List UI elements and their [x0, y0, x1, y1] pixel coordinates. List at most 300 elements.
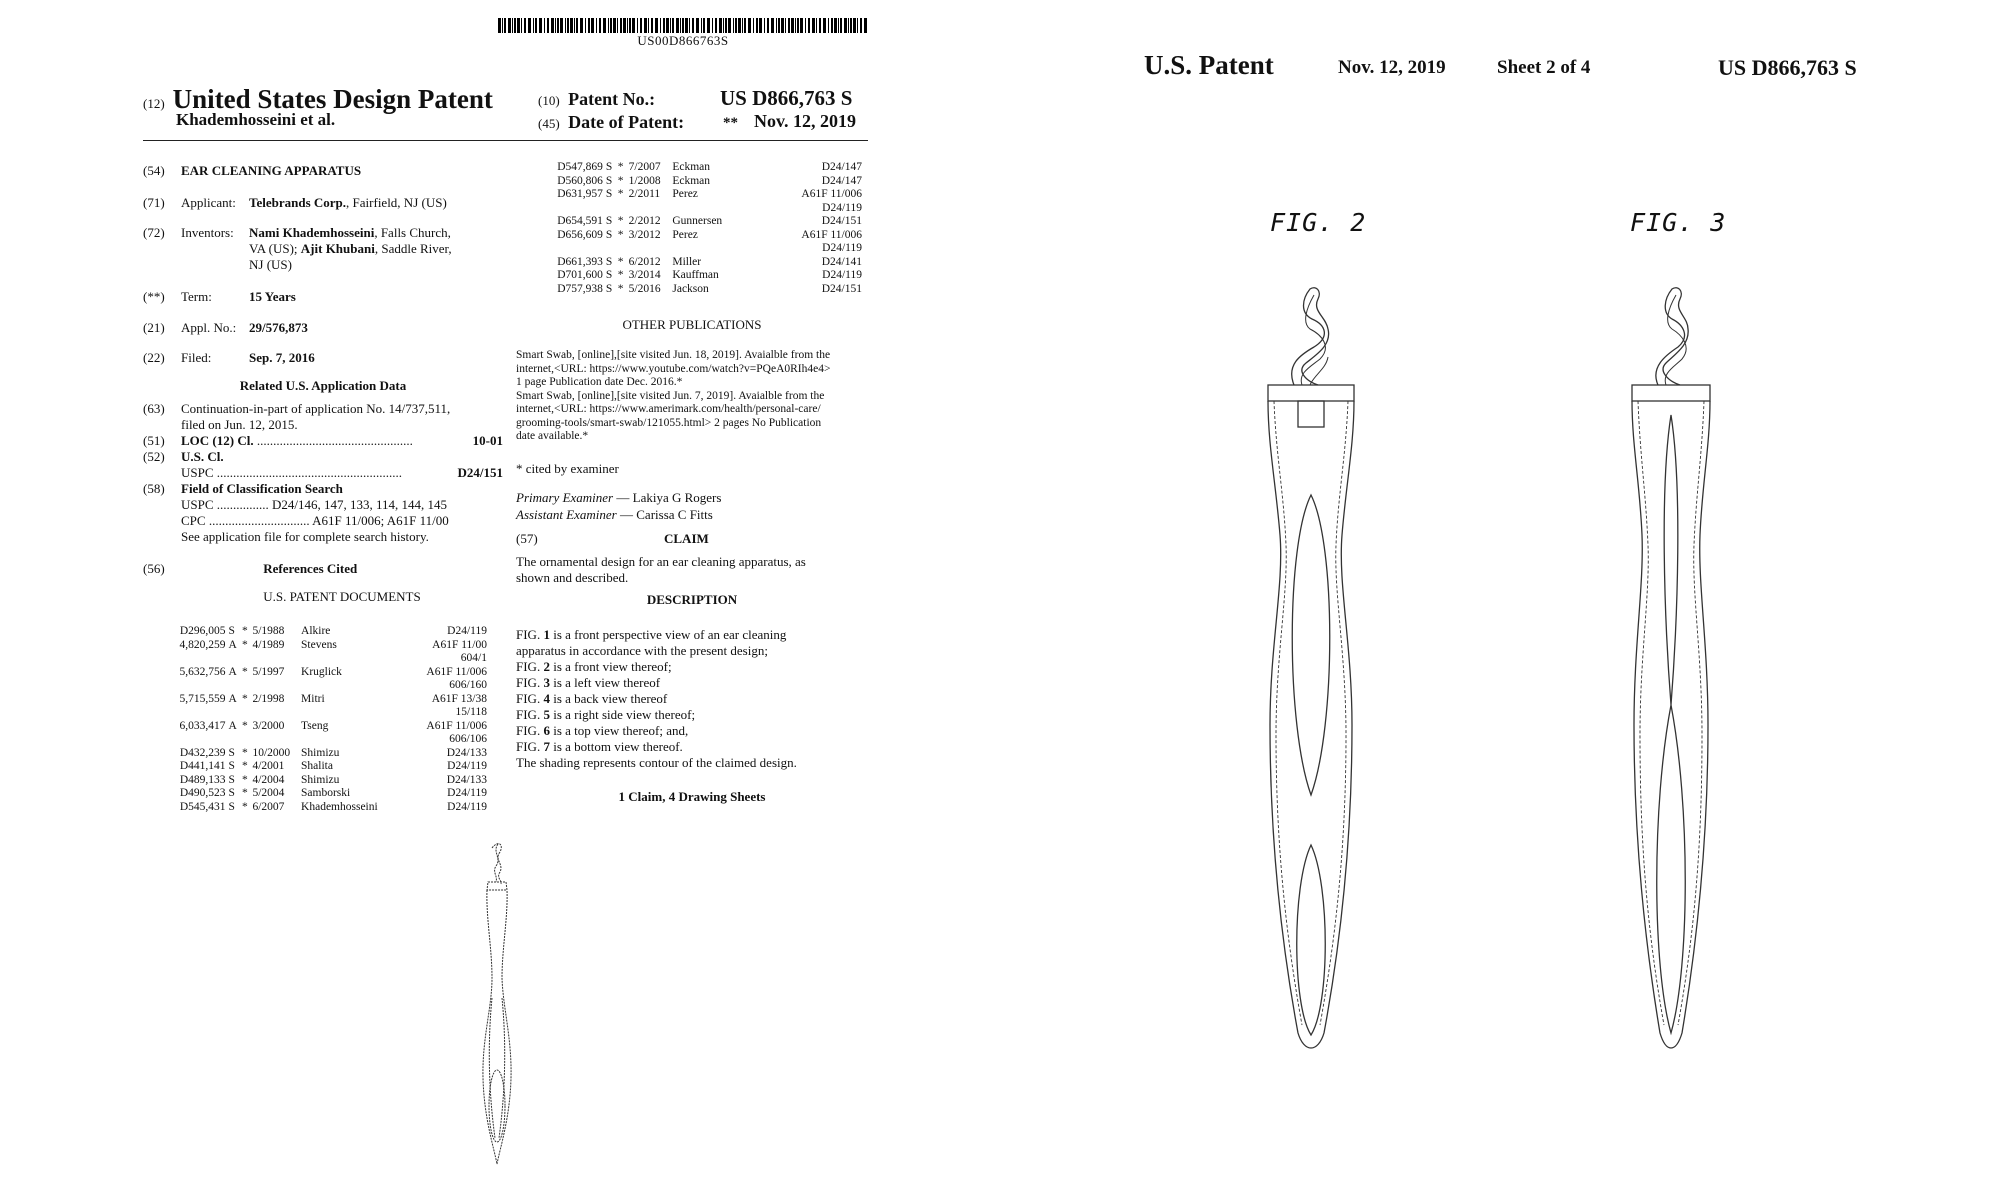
ref-number: D701,600: [557, 269, 603, 281]
barcode-bar: [828, 18, 829, 33]
other-publication-line: Smart Swab, [online],[site visited Jun. 7, 2019]. Avaialble from the: [516, 389, 825, 402]
field-cpc: CPC ............................... A61F 11/006; A61F 11/00: [181, 513, 449, 528]
ref-date: 3/2014: [628, 269, 661, 281]
ref-number: [545, 202, 606, 216]
uspc-value: D24/151: [457, 465, 503, 480]
primary-examiner: [516, 490, 868, 507]
ref-number: [170, 706, 229, 720]
barcode-bar: [502, 18, 503, 33]
bib-code: (63): [143, 401, 165, 416]
barcode-bar: [823, 18, 826, 33]
reference-row: [545, 202, 865, 216]
ref-number: [170, 733, 229, 747]
description-text: FIG.: [516, 675, 544, 690]
barcode-bar: [696, 18, 699, 33]
reference-row: [170, 679, 490, 693]
ref-cited-mark: *: [242, 665, 248, 678]
uspc-row: [143, 465, 503, 481]
reference-row: [170, 787, 490, 801]
reference-row: [170, 733, 490, 747]
barcode-bar: [748, 18, 751, 33]
appl-number: 29/576,873: [249, 320, 308, 335]
barcode-bar: [808, 18, 810, 33]
description-text: FIG.: [516, 627, 544, 642]
ref-class: D24/147: [821, 174, 862, 187]
description-text: is a top view thereof; and,: [549, 723, 689, 738]
reference-row: [545, 283, 865, 297]
barcode-bar: [533, 18, 534, 33]
figure-number: 2: [543, 659, 550, 674]
ref-number: 5,632,756: [179, 665, 226, 678]
reference-row: [170, 639, 490, 653]
reference-row: [545, 256, 865, 270]
barcode-bar: [663, 18, 665, 33]
barcode-bar: [610, 18, 612, 33]
bib-applicant-row: [143, 195, 503, 225]
ref-date: 5/1988: [252, 625, 285, 637]
barcode-bar: [831, 18, 833, 33]
ref-cited-mark: *: [242, 719, 248, 732]
barcode-bar: [544, 18, 545, 33]
barcode-bar: [588, 18, 590, 33]
barcode-bar: [512, 18, 513, 33]
ref-number: D654,591: [557, 215, 603, 227]
ref-class: D24/119: [447, 625, 487, 637]
ref-class: A61F 11/006: [801, 188, 862, 200]
bib-filed-row: [143, 350, 503, 378]
loc-dots: ................................................: [256, 433, 413, 448]
applicant-location: , Fairfield, NJ (US): [346, 195, 447, 210]
ref-number: [170, 679, 229, 693]
reference-row: [170, 774, 490, 788]
ref-date: 3/2000: [252, 719, 285, 732]
barcode-bar: [778, 18, 780, 33]
barcode-bar: [574, 18, 575, 33]
barcode-bar: [676, 18, 679, 33]
barcode-bar: [785, 18, 786, 33]
ref-cited-mark: *: [242, 773, 248, 786]
fig3-label: FIG. 3: [1630, 208, 1727, 237]
barcode-bar: [613, 18, 616, 33]
barcode-bar: [864, 18, 867, 33]
refs-heading-row: [143, 561, 503, 589]
ref-date: [252, 652, 301, 666]
reference-row: [170, 801, 490, 815]
assistant-examiner: [516, 507, 868, 531]
ref-kind: A: [228, 638, 237, 651]
sheet-patent-number: US D866,763 S: [1718, 55, 1857, 80]
bib-appl-row: [143, 320, 503, 350]
description-line: [516, 723, 868, 739]
ref-date: 5/2004: [252, 787, 285, 799]
description-text: is a left view thereof: [549, 675, 661, 690]
field-search-label: Field of Classification Search: [181, 481, 343, 496]
ref-kind: S: [228, 746, 235, 759]
barcode-bar: [498, 18, 501, 33]
description-text: FIG.: [516, 659, 544, 674]
invention-title: EAR CLEANING APPARATUS: [181, 163, 362, 178]
applicant-name: Telebrands Corp.: [249, 195, 347, 210]
description-line: [516, 643, 868, 659]
ref-number: 4,820,259: [179, 638, 226, 651]
barcode-bar: [756, 18, 758, 33]
barcode-bar: [844, 18, 847, 33]
bib-label: Appl. No.:: [181, 320, 237, 335]
barcode-bar: [819, 18, 821, 33]
barcode-bar: [623, 18, 626, 33]
other-publication-line: internet,<URL: https://www.amerimark.com/health/personal-care/: [516, 403, 821, 415]
claim-heading: CLAIM: [664, 531, 709, 546]
uspc-label: USPC: [181, 465, 214, 480]
barcode-bar: [767, 18, 769, 33]
barcode-bar: [753, 18, 754, 33]
barcode-bar: [860, 18, 862, 33]
ref-class: 606/160: [449, 679, 487, 691]
ref-date: 4/1989: [252, 638, 285, 651]
ref-date: 10/2000: [252, 746, 291, 759]
references-table-left: [170, 625, 490, 814]
ref-kind: S: [228, 800, 235, 813]
description-text: is a front view thereof;: [549, 659, 672, 674]
ref-date: 2/2012: [628, 215, 661, 227]
bib-code: (52): [143, 449, 165, 464]
ref-cited-mark: [618, 242, 629, 256]
inventor-location: , Saddle River,: [374, 241, 452, 256]
barcode-bar: [539, 18, 542, 33]
bib-code: (71): [143, 195, 165, 210]
ref-class: D24/119: [447, 800, 487, 813]
barcode-bar: [627, 18, 628, 33]
assistant-examiner-label: Assistant Examiner: [516, 507, 617, 522]
ref-class: D24/147: [821, 161, 862, 173]
barcode-bar: [560, 18, 563, 33]
barcode-bar: [797, 18, 799, 33]
ref-kind: S: [605, 215, 613, 227]
ref-class: D24/119: [822, 201, 862, 214]
date-label: Date of Patent:: [568, 112, 685, 132]
barcode-bar: [848, 18, 849, 33]
ref-inventor: Samborski: [301, 787, 351, 799]
ref-inventor: Eckman: [672, 161, 711, 173]
bib-code: (21): [143, 320, 165, 335]
barcode-bar: [570, 18, 573, 33]
barcode-bar: [812, 18, 815, 33]
description-line: [516, 659, 868, 675]
ref-number: D490,523: [179, 787, 226, 799]
ref-kind: S: [228, 760, 235, 772]
inventor-name: Nami Khademhosseini: [249, 225, 375, 240]
ref-number: D631,957: [557, 188, 603, 200]
fig3-left-view-drawing: [1616, 285, 1726, 1055]
ref-date: 4/2001: [252, 760, 285, 772]
ref-cited-mark: *: [242, 746, 248, 759]
ref-inventor: [672, 242, 785, 256]
header-rule: [143, 140, 868, 141]
us-docs-heading: U.S. PATENT DOCUMENTS: [263, 589, 421, 604]
ref-inventor: Perez: [672, 228, 698, 241]
other-publication-line: 1 page Publication date Dec. 2016.*: [516, 376, 683, 388]
ref-cited-mark: *: [242, 638, 248, 651]
related-text: Continuation-in-part of application No. 14/737,511,: [181, 401, 451, 416]
ref-cited-mark: *: [617, 255, 624, 268]
description-text: apparatus in accordance with the present design;: [516, 643, 768, 658]
barcode-bar: [565, 18, 566, 33]
figure-number: 6: [543, 723, 550, 738]
barcode-bar: [791, 18, 794, 33]
bib-label: Applicant:: [181, 195, 236, 210]
bib-code: (22): [143, 350, 165, 365]
barcode-bar: [685, 18, 688, 33]
reference-row: [170, 666, 490, 680]
ref-cited-mark: *: [617, 282, 624, 295]
description-line: [516, 691, 868, 707]
barcode-bar: [781, 18, 784, 33]
description-text: is a right side view thereof;: [549, 707, 696, 722]
ref-kind: S: [605, 282, 613, 295]
barcode-bar: [715, 18, 717, 33]
date-marker: **: [723, 115, 738, 131]
ref-date: 2/1998: [252, 692, 285, 705]
barcode-bar: [850, 18, 852, 33]
barcode-bar: [703, 18, 705, 33]
ref-number: D560,806: [557, 174, 603, 187]
barcode-bar: [514, 18, 516, 33]
ref-cited-mark: *: [242, 787, 248, 799]
description-text: The shading represents contour of the claimed design.: [516, 755, 797, 770]
description-line: [516, 739, 868, 755]
ref-cited-mark: [242, 679, 252, 693]
claim-heading-row: [516, 531, 868, 554]
figure-number: 1: [543, 627, 550, 642]
date-code: (45): [538, 116, 560, 131]
reference-row: [545, 215, 865, 229]
barcode-bar: [725, 18, 727, 33]
barcode-bar: [666, 18, 669, 33]
ref-inventor: Eckman: [672, 174, 711, 187]
related-text: filed on Jun. 12, 2015.: [181, 417, 298, 432]
ref-inventor: Shimizu: [301, 773, 340, 786]
reference-row: [170, 720, 490, 734]
related-heading: Related U.S. Application Data: [239, 378, 407, 393]
patent-number: US D866,763 S: [720, 86, 853, 110]
filed-date: Sep. 7, 2016: [249, 350, 315, 365]
ref-kind: S: [605, 161, 613, 173]
reference-row: [545, 269, 865, 283]
ref-class: 604/1: [460, 652, 487, 664]
barcode-bar: [742, 18, 743, 33]
ref-kind: A: [228, 692, 237, 705]
ref-kind: [606, 202, 618, 216]
barcode-bar: [707, 18, 710, 33]
bibliographic-data: [143, 163, 503, 611]
other-publications: [516, 349, 868, 461]
sheet-office: U.S. Patent: [1144, 50, 1274, 80]
fig2-label: FIG. 2: [1270, 208, 1367, 237]
claim-text: [516, 554, 868, 592]
ref-inventor: Stevens: [301, 638, 337, 651]
other-pubs-heading: OTHER PUBLICATIONS: [622, 317, 762, 332]
ref-inventor: Shalita: [301, 760, 333, 772]
ref-kind: S: [605, 228, 613, 241]
ref-class: D24/119: [822, 269, 862, 281]
figure-number: 4: [543, 691, 550, 706]
barcode-bar: [596, 18, 597, 33]
ref-number: D545,431: [179, 800, 226, 813]
related-row: [143, 401, 503, 433]
barcode-image: [498, 18, 868, 33]
ref-number: D757,938: [557, 282, 603, 295]
barcode-bar: [800, 18, 803, 33]
barcode-bar: [637, 18, 638, 33]
date-of-patent-row: [538, 112, 684, 133]
ref-inventor: Mitri: [301, 692, 325, 705]
ref-inventor: Perez: [672, 188, 698, 200]
barcode-bar: [733, 18, 734, 33]
ref-kind: [229, 652, 243, 666]
reference-row: [170, 625, 490, 639]
ref-cited-mark: *: [617, 174, 624, 187]
bib-label: Inventors:: [181, 225, 234, 240]
patent-no-label: Patent No.:: [568, 89, 656, 109]
uspc-dots: .........................................................: [216, 465, 403, 480]
description-line: [516, 755, 868, 771]
ref-class: A61F 11/006: [801, 228, 862, 241]
ref-inventor: [301, 652, 414, 666]
bib-label: Term:: [181, 289, 212, 304]
ref-class: D24/151: [821, 215, 862, 227]
ref-cited-mark: *: [617, 269, 624, 281]
barcode-bar: [535, 18, 537, 33]
ref-date: [629, 242, 673, 256]
barcode-bar: [682, 18, 684, 33]
uscl-row: [143, 449, 503, 465]
loc-value: 10-01: [472, 433, 503, 448]
barcode-bar: [555, 18, 556, 33]
uscl-label: U.S. Cl.: [181, 449, 224, 464]
claims-sheets-footer: 1 Claim, 4 Drawing Sheets: [618, 789, 766, 804]
ref-class: D24/151: [821, 282, 862, 295]
ref-date: 6/2012: [628, 255, 661, 268]
assistant-examiner-name: — Carissa C Fitts: [616, 507, 713, 522]
ref-inventor: Kauffman: [672, 269, 719, 281]
ref-kind: S: [228, 773, 235, 786]
ref-class: A61F 11/00: [432, 638, 487, 651]
reference-row: [170, 652, 490, 666]
barcode-bar: [759, 18, 762, 33]
barcode-bar: [629, 18, 631, 33]
ref-date: [252, 706, 301, 720]
ref-inventor: Kruglick: [301, 665, 342, 678]
primary-examiner-label: Primary Examiner: [516, 490, 614, 505]
bib-code: (51): [143, 433, 165, 448]
reference-row: [545, 175, 865, 189]
description-text: FIG.: [516, 707, 544, 722]
ref-cited-mark: *: [617, 228, 624, 241]
references-table-right: [545, 161, 865, 296]
ref-class: D24/119: [447, 760, 487, 772]
barcode-bar: [620, 18, 622, 33]
ref-date: 7/2007: [628, 161, 661, 173]
ref-date: [629, 202, 673, 216]
barcode-bar: [599, 18, 601, 33]
barcode-bar: [788, 18, 790, 33]
refs-heading: References Cited: [263, 561, 358, 576]
ref-date: 5/2016: [628, 282, 661, 295]
barcode-bar: [660, 18, 661, 33]
ref-class: D24/133: [446, 746, 487, 759]
barcode-bar: [547, 18, 549, 33]
barcode-bar: [853, 18, 856, 33]
ref-number: D441,141: [179, 760, 226, 772]
description-text: FIG.: [516, 691, 544, 706]
ref-date: 4/2004: [252, 773, 285, 786]
description-text: FIG.: [516, 723, 544, 738]
inventor-short: Khademhosseini et al.: [176, 110, 336, 129]
ref-cited-mark: *: [617, 161, 624, 173]
barcode-bar: [603, 18, 606, 33]
barcode-bar: [692, 18, 694, 33]
ref-date: 1/2008: [628, 174, 661, 187]
reference-row: [545, 188, 865, 202]
ref-class: A61F 11/006: [426, 719, 487, 732]
barcode-bar: [655, 18, 658, 33]
kind-code: (12): [143, 96, 165, 111]
ref-inventor: Khademhosseini: [301, 800, 378, 813]
right-column: [516, 317, 868, 805]
ref-cited-mark: [242, 652, 252, 666]
ref-class: D24/133: [446, 773, 487, 786]
ref-number: 5,715,559: [179, 692, 226, 705]
ref-inventor: [301, 679, 414, 693]
ref-kind: S: [228, 625, 235, 637]
inventor-name: Ajit Khubani: [300, 241, 375, 256]
barcode-bar: [701, 18, 702, 33]
barcode-bar: [738, 18, 741, 33]
ref-class: 15/118: [455, 706, 487, 718]
ref-number: 6,033,417: [179, 719, 226, 732]
barcode-bar: [816, 18, 817, 33]
barcode-bar: [776, 18, 777, 33]
claim-line: The ornamental design for an ear cleaning apparatus, as: [516, 554, 806, 569]
sheet-date: Nov. 12, 2019: [1338, 57, 1446, 78]
barcode-bar: [632, 18, 635, 33]
reference-row: [545, 161, 865, 175]
fig2-front-view-drawing: [1256, 285, 1366, 1055]
barcode-bar: [672, 18, 674, 33]
ref-kind: S: [605, 269, 613, 281]
bib-code: (**): [143, 289, 165, 304]
ref-kind: S: [605, 188, 613, 200]
description-text: FIG.: [516, 739, 544, 754]
loc-row: [143, 433, 503, 449]
inventor-location: NJ (US): [249, 257, 292, 272]
ref-kind: S: [605, 255, 613, 268]
ref-class: D24/119: [447, 787, 487, 799]
patent-number-row: [538, 89, 655, 110]
barcode-bar: [719, 18, 722, 33]
barcode-bar: [508, 18, 511, 33]
ref-date: 5/1997: [252, 665, 285, 678]
barcode-bar: [521, 18, 522, 33]
bib-code: (54): [143, 163, 165, 178]
barcode-bar: [617, 18, 618, 33]
ref-number: [545, 242, 606, 256]
ref-inventor: [301, 706, 414, 720]
ref-cited-mark: *: [242, 760, 248, 772]
barcode-bar: [764, 18, 765, 33]
field-search-row: [143, 481, 503, 561]
field-note: See application file for complete search history.: [181, 529, 429, 544]
